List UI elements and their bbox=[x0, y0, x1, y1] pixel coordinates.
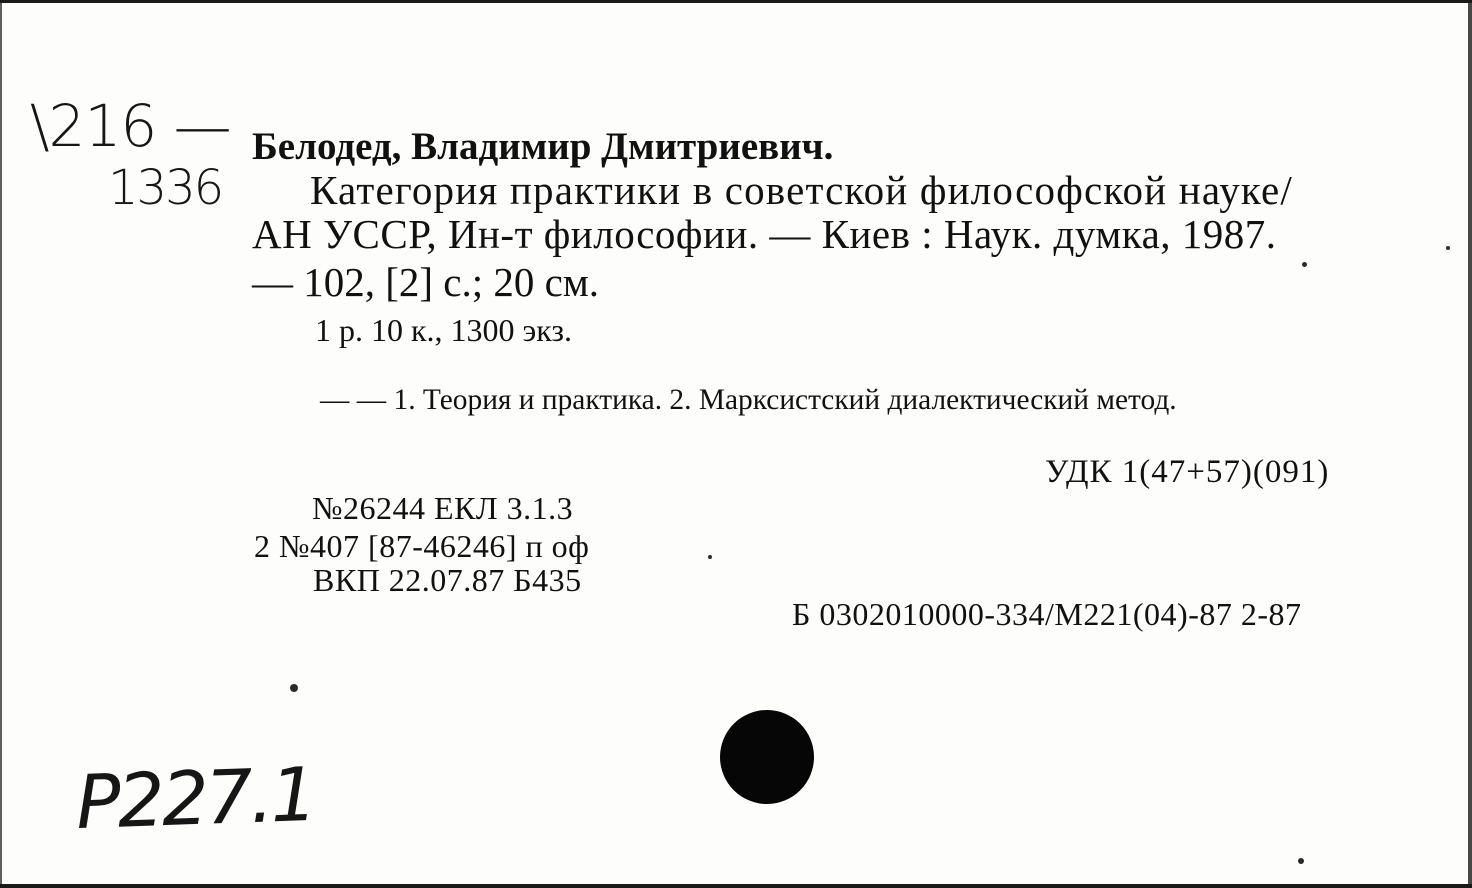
scan-speck bbox=[290, 684, 298, 692]
price-copies: 1 р. 10 к., 1300 экз. bbox=[315, 312, 573, 348]
vkp-line: ВКП 22.07.87 Б435 bbox=[313, 562, 582, 598]
card-top-edge bbox=[0, 0, 1472, 3]
card-left-edge bbox=[0, 0, 2, 888]
subject-headings: — — 1. Теория и практика. 2. Марксистский диалектический метод. bbox=[320, 383, 1177, 416]
scan-speck bbox=[1298, 858, 1304, 864]
b-code-line: Б 0302010000-334/М221(04)-87 2-87 bbox=[792, 596, 1302, 632]
title-line-2: АН УССР, Ин-т философии. — Киев : Наук. думка, 1987. bbox=[252, 211, 1277, 257]
punch-hole bbox=[720, 710, 814, 804]
card-bottom-edge bbox=[0, 884, 1472, 888]
scan-speck bbox=[1446, 246, 1450, 250]
handwritten-shelf-mark: P227.1 bbox=[74, 751, 316, 847]
scan-speck bbox=[708, 555, 712, 559]
title-line-1: Категория практики в советской философской науке/ bbox=[310, 167, 1293, 213]
handwritten-call-number-line1: \216 — bbox=[30, 92, 231, 160]
scan-speck bbox=[1302, 262, 1307, 267]
title-line-3: — 102, [2] с.; 20 см. bbox=[252, 259, 600, 305]
ekl-number: №26244 ЕКЛ 3.1.3 bbox=[312, 490, 574, 526]
record-number-line: 2 №407 [87-46246] п оф bbox=[254, 528, 590, 564]
handwritten-call-number-line2: 1336 bbox=[108, 160, 223, 216]
author-heading: Белодед, Владимир Дмитриевич. bbox=[252, 125, 834, 168]
card-right-edge bbox=[1468, 0, 1472, 888]
udc-classification: УДК 1(47+57)(091) bbox=[1045, 454, 1330, 490]
